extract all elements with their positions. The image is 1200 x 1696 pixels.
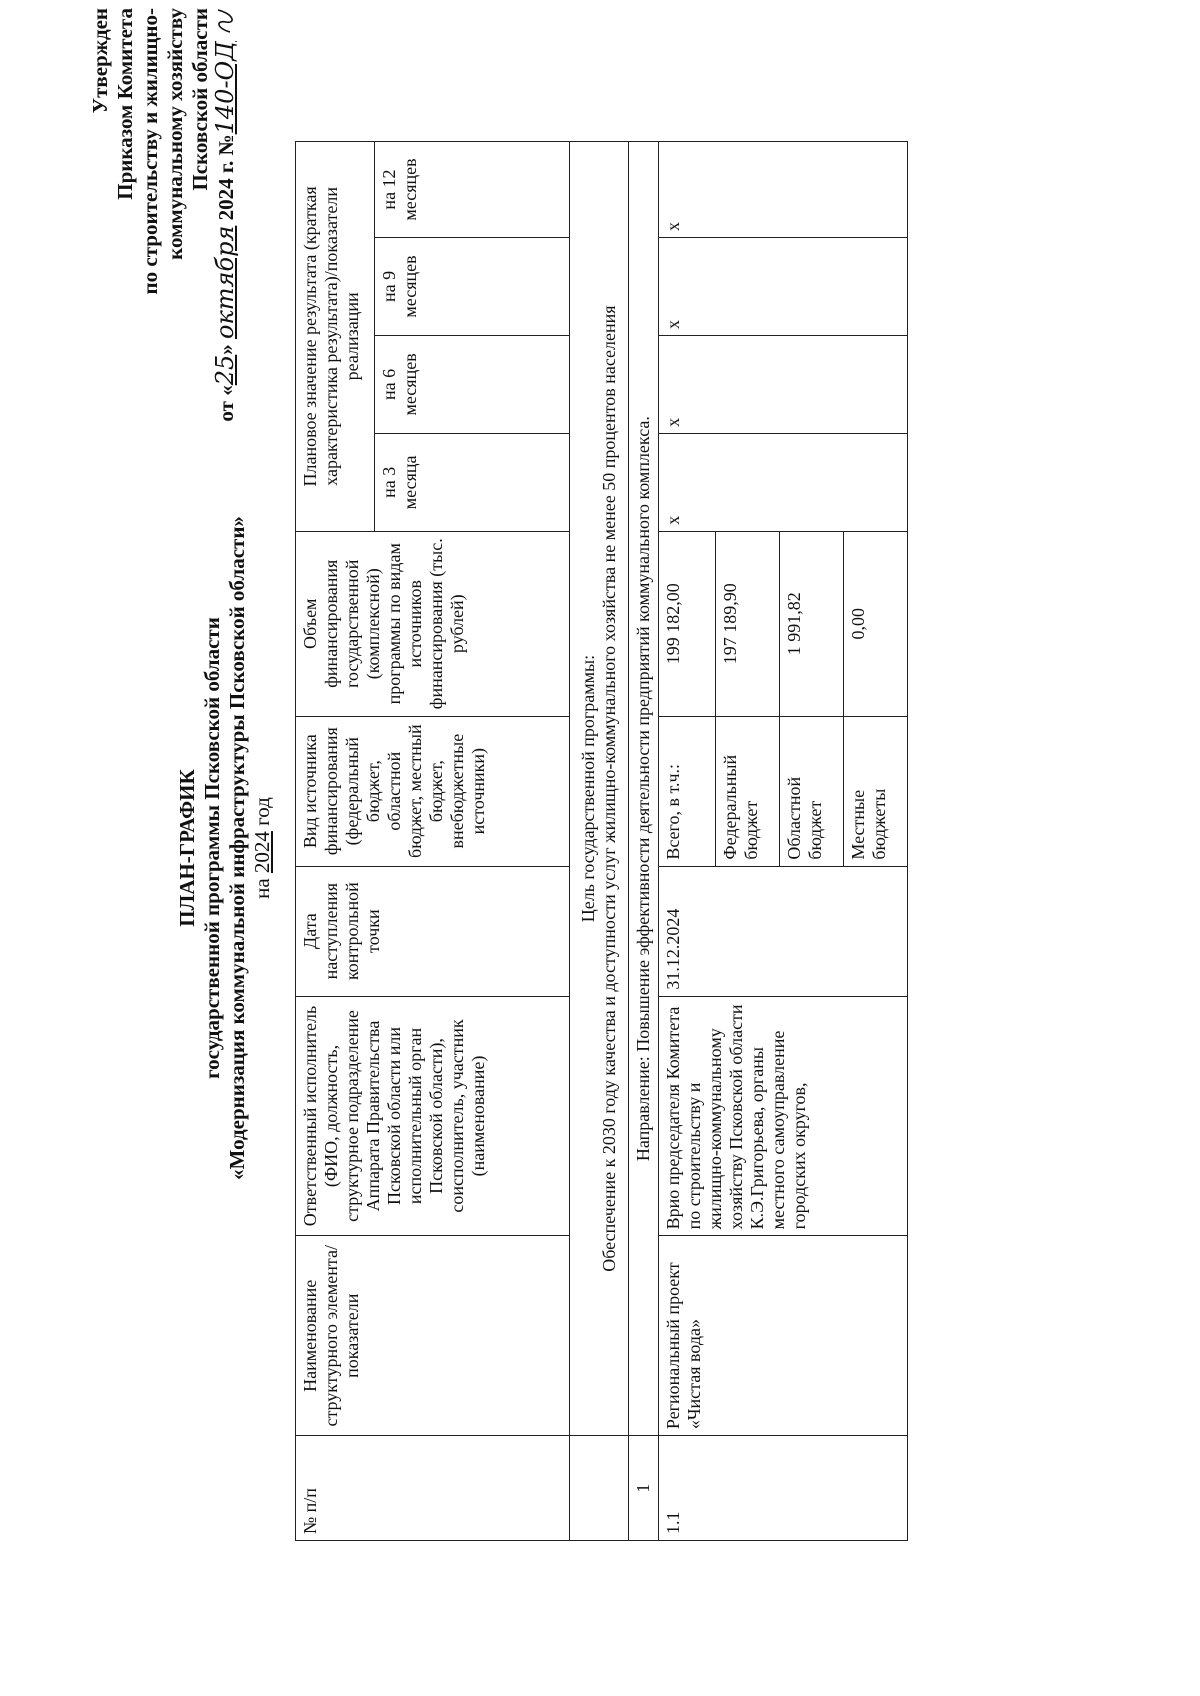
header-m6: на 6 месяцев (375, 335, 570, 433)
row-vol-federal: 197 189,90 (716, 531, 780, 716)
approval-line: по строительству и жилищно- (138, 8, 162, 295)
row-m6: х (659, 335, 908, 433)
header-name: Наименование структурного элемента/показатели (296, 1236, 570, 1436)
plan-table (295, 141, 908, 1541)
header-responsible: Ответственный исполнитель (ФИО, должность, структурное подразделение Аппарата Правительства Псковской области или исполнительный орган Псковской области), соисполнитель, участник (наименование) (296, 996, 570, 1236)
date-mid: » (214, 344, 238, 355)
row-src-regional: Областной бюджет (780, 716, 844, 866)
goal-num-cell (570, 1436, 629, 1541)
row-m12: х (659, 142, 908, 238)
direction-num: 1 (629, 1436, 659, 1541)
row-src-local: Местные бюджеты (844, 716, 908, 866)
approval-line: Приказом Комитета (113, 8, 137, 200)
goal-row (570, 142, 629, 1436)
header-date: Дата наступления контрольной точки (296, 866, 570, 996)
date-month: октября (211, 225, 239, 339)
date-number: 140-ОД (211, 41, 239, 135)
header-m9: на 9 месяцев (375, 238, 570, 336)
date-year: 2024 г. № (214, 134, 238, 221)
row-m3: х (659, 433, 908, 531)
row-m9: х (659, 238, 908, 336)
document-title (175, 0, 275, 1696)
row-num: 1.1 (659, 1436, 908, 1541)
title-line: «Модернизация коммунальной инфраструктуры Псковской области» (225, 516, 249, 1180)
row-vol-total: 199 182,00 (659, 531, 716, 716)
row-date: 31.12.2024 (659, 866, 908, 996)
row-vol-regional: 1 991,82 (780, 531, 844, 716)
title-year: на 2024 год (250, 797, 274, 899)
approval-line: коммунальному хозяйству (163, 8, 187, 260)
direction-text: Направление: Повышение эффективности деятельности предприятий коммунального комплекса. (629, 142, 659, 1436)
title-line: государственной программы Псковской области (200, 617, 224, 1079)
row-vol-local: 0,00 (844, 531, 908, 716)
date-prefix: от « (214, 385, 238, 422)
header-m12: на 12 месяцев (375, 142, 570, 238)
approval-line: Утвержден (88, 8, 112, 114)
title-line: ПЛАН-ГРАФИК (175, 769, 199, 927)
row-name: Региональный проект «Чистая вода» (659, 1236, 908, 1436)
goal-text: Обеспечение к 2030 году качества и доступности услуг жилищно-коммунального хозяйства не менее 50 процентов населения (599, 305, 619, 1272)
header-num: № п/п (296, 1436, 570, 1541)
date-day: 25 (211, 354, 239, 386)
header-plan: Плановое значение результата (краткая характеристика результата)/показатели реализации (296, 142, 375, 532)
header-volume: Объем финансирования государственной (комплексной) программы по видам источников финансирования (тыс. рублей) (296, 531, 570, 716)
row-src-federal: Федеральный бюджет (716, 716, 780, 866)
row-src-total: Всего, в т.ч.: (659, 716, 716, 866)
approval-line: Псковской области (188, 8, 212, 191)
row-responsible: Врио председателя Комитета по строительству и жилищно-коммунальному хозяйству Псковской области К.Э.Григорьева, органы местного самоуправление городских округов, (659, 996, 908, 1236)
header-source: Вид источника финансирования (федеральный бюджет, областной бюджет, местный бюджет, внебюджетные источники) (296, 716, 570, 866)
goal-label: Цель государственной программы: (578, 654, 598, 923)
header-m3: на 3 месяца (375, 433, 570, 531)
